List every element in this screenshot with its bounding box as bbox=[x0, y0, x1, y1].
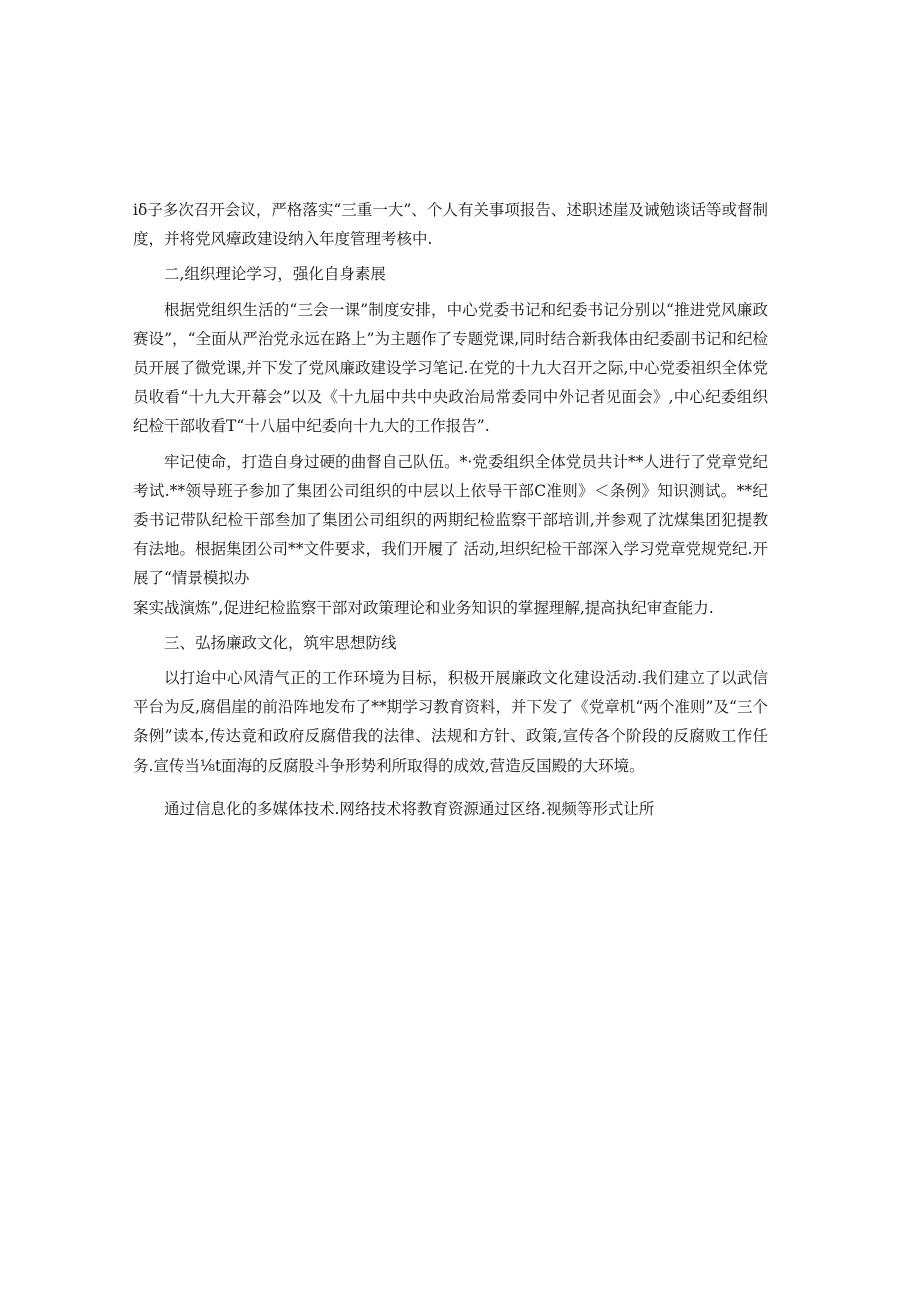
paragraph-party-lessons: 根据党组织生活的“三会一课”制度安排，中心党委书记和纪委书记分别以“推进党风廉政赛设”，“全面从严治党永远在路上”为主题作了专题党课,同时结合新我体由纪委副书记和纪检员开展了微党课,并下发了党风廉政建设学习笔记.在党的十九大召开之际,中心党委祖织全体党员收看“十九大开幕会”以及《十九届中共中央政治局常委同中外记者见面会》,中心纪委组织纪检干部收看T“十八届中纪委向十九大的工作报告”. bbox=[133, 300, 768, 436]
paragraph-case-drill: 案实战演炼”,促进纪检监察干部对政策理论和业务知识的掌握理解,提高执纪审查能力. bbox=[133, 598, 714, 617]
section-heading-theory-study: 二,组织理论学习，强化自身素展 bbox=[164, 265, 386, 284]
paragraph-gap bbox=[133, 781, 768, 795]
paragraph-culture-activities: 以打迨中心风清气正的工作环境为目标，积极开展廉政文化建设活动.我们建立了以武信平台为反,腐倡崖的前沿阵地发布了**期学习教育资料，并下发了《党章机“两个准则”及“三个条例”读本,传达竟和政府反腐借我的法律、法规和方针、政策,宣传各个阶段的反腐败工作任务.宣传当⅛t面海的反腐股斗争形势利所取得的成效,营造反国殿的大环境。 bbox=[133, 669, 768, 775]
paragraph-multimedia: 通过信息化的多媒体技术.网络技术将教育资源通过区络.视频等形式让所 bbox=[164, 799, 655, 818]
section-heading-integrity-culture: 三、弘扬廉政文化，筑牢思想防线 bbox=[164, 633, 397, 652]
document-body bbox=[133, 196, 768, 824]
paragraph-mission-team: 牢记使命，打造自身过硬的曲督自己队伍。*·党委组织全体党员共计**人进行了党章党纪考试.**领导班子参加了集团公司组织的中层以上依导干部C准则》＜条例》知识测试。**纪委书记带队纪检干部叁加了集团公司组织的两期纪检监察干部培训,并参观了沈煤集团犯提教有法地。根据集团公司**文件要求，我们开履了 活动,坦织纪检干部深入学习党章党规党纪.开展了“情景模拟办 bbox=[133, 452, 768, 588]
paragraph-supervision-system: iδ子多次召开会议，严格落实“三重一大”、个人有关事项报告、述职述崖及诫勉谈话等或督制度，并将党风瘴政建设纳入年度管理考核中. bbox=[133, 201, 768, 249]
